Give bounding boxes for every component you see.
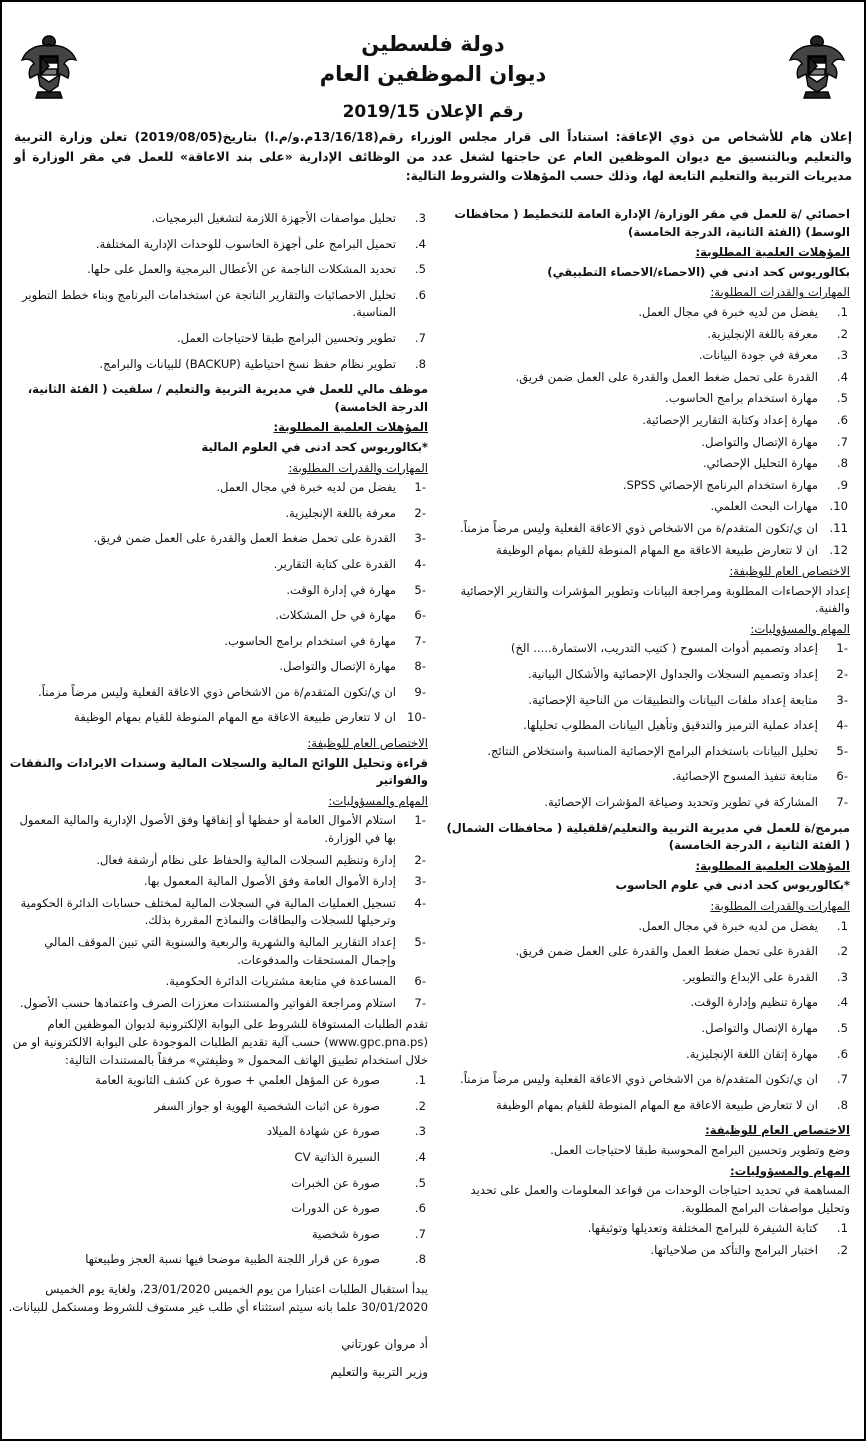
item-number: -1 bbox=[414, 480, 426, 495]
item-number: -9 bbox=[414, 684, 426, 699]
item-text: المساعدة في متابعة مشتريات الدائرة الحكومية. bbox=[165, 974, 396, 989]
job1-tasks-label: المهام والمسؤوليات: bbox=[750, 621, 850, 636]
list-item bbox=[8, 287, 428, 322]
item-number: 8. bbox=[836, 1097, 848, 1112]
job3-title: موظف مالي للعمل في مديرية التربية والتعليم / سلفيت ( الفئة الثانية، الدرجة الخامسة) bbox=[27, 382, 428, 414]
list-item bbox=[8, 530, 428, 548]
item-text: تحليل مواصفات الأجهزة اللازمة لتشغيل البرمجيات. bbox=[151, 211, 396, 225]
list-item bbox=[442, 434, 850, 452]
list-item bbox=[442, 477, 850, 495]
item-number: 7. bbox=[414, 330, 426, 345]
item-number: -2 bbox=[414, 852, 426, 867]
list-item bbox=[8, 1200, 428, 1218]
item-text: إعداد عملية الترميز والتدقيق وتأهيل البيانات المطلوب تحليلها. bbox=[523, 718, 818, 733]
item-number: 7. bbox=[836, 1072, 848, 1087]
item-number: -4 bbox=[836, 718, 848, 733]
item-text: مهارة الإتصال والتواصل. bbox=[701, 434, 818, 449]
item-text: إدارة الأموال العامة وفق الأصول المالية المعمول بها. bbox=[143, 874, 396, 889]
job3-tasks-label: المهام والمسؤوليات: bbox=[328, 793, 428, 808]
list-item bbox=[8, 1175, 428, 1193]
item-number: -1 bbox=[836, 641, 848, 656]
item-number: -5 bbox=[836, 743, 848, 758]
item-text: مهارة التحليل الإحصائي. bbox=[702, 456, 818, 471]
list-item bbox=[8, 261, 428, 279]
item-text: مهارة في إدارة الوقت. bbox=[286, 582, 396, 597]
item-number: 3. bbox=[414, 1124, 426, 1139]
job1-qual-label: المؤهلات العلمية المطلوبة: bbox=[695, 245, 850, 260]
list-item bbox=[8, 556, 428, 574]
left-column bbox=[8, 210, 428, 1381]
item-number: 1. bbox=[836, 304, 848, 319]
list-item bbox=[442, 768, 850, 786]
item-number: -4 bbox=[414, 556, 426, 571]
list-item bbox=[8, 973, 428, 991]
item-number: 2. bbox=[836, 326, 848, 341]
list-item bbox=[8, 934, 428, 969]
item-number: -5 bbox=[414, 935, 426, 949]
list-item bbox=[442, 1242, 850, 1260]
list-item bbox=[442, 743, 850, 761]
item-number: -3 bbox=[836, 692, 848, 707]
item-number: 3. bbox=[836, 969, 848, 984]
signatory-title: وزير التربية والتعليم bbox=[330, 1364, 428, 1379]
item-number: 5. bbox=[836, 1020, 848, 1035]
item-text: القدرة على كتابة التقارير. bbox=[273, 556, 396, 571]
item-number: -7 bbox=[836, 795, 848, 810]
item-number: 6. bbox=[414, 1201, 426, 1216]
item-text: ان ي/تكون المتقدم/ة من الاشخاص ذوي الاعاقة الفعلية وليس مرضاً مزمناً. bbox=[460, 1072, 818, 1087]
item-number: 12. bbox=[829, 542, 848, 557]
item-number: 4. bbox=[836, 995, 848, 1010]
list-item bbox=[8, 995, 428, 1013]
job2-tasks-intro: المساهمة في تحديد احتياجات الوحدات من قواعد المعلومات والعمل على تحديد وتحليل مواصفات البرامج المطلوبة. bbox=[470, 1183, 850, 1215]
item-text: اختبار البرامج والتأكد من صلاحياتها. bbox=[650, 1242, 818, 1257]
job1-general: إعداد الإحصاءات المطلوبة ومراجعة البيانات وتطوير المؤشرات والتقارير الإحصائية والفنية. bbox=[460, 583, 850, 616]
list-item bbox=[442, 1097, 850, 1115]
job1-tasks-list bbox=[442, 640, 850, 811]
item-text: ان لا تتعارض طبيعة الاعاقة مع المهام المنوطة للقيام بمهام الوظيفة bbox=[496, 542, 818, 557]
item-number: -3 bbox=[414, 531, 426, 546]
list-item bbox=[8, 1149, 428, 1167]
item-text: المشاركة في تطوير وتحديد وصياغة المؤشرات الإحصائية. bbox=[544, 795, 818, 810]
item-text: كتابة الشيفرة للبرامج المختلفة وتعديلها وتوثيقها. bbox=[587, 1221, 818, 1236]
list-item bbox=[442, 412, 850, 430]
item-number: -7 bbox=[414, 633, 426, 648]
job2-tasks-list-a bbox=[442, 1220, 850, 1259]
list-item bbox=[442, 717, 850, 735]
item-number: 7. bbox=[836, 434, 848, 449]
job3-general: قراءة وتحليل اللوائح المالية والسجلات المالية وسندات الايرادات والنفقات والفواتير bbox=[9, 755, 428, 788]
header-state: دولة فلسطين bbox=[361, 32, 505, 56]
job3-tasks-list bbox=[8, 812, 428, 1012]
item-text: ان ي/تكون المتقدم/ة من الاشخاص ذوي الاعاقة الفعلية وليس مرضاً مزمناً. bbox=[38, 684, 396, 699]
item-number: 9. bbox=[836, 477, 848, 492]
item-text: متابعة تنفيذ المسوح الإحصائية. bbox=[672, 769, 818, 784]
item-number: -6 bbox=[414, 974, 426, 989]
job2-general-label: الاختصاص العام للوظيفة: bbox=[705, 1123, 850, 1138]
item-number: 4. bbox=[414, 236, 426, 251]
item-number: -6 bbox=[414, 608, 426, 623]
item-number: -3 bbox=[414, 874, 426, 889]
item-number: -6 bbox=[836, 769, 848, 784]
signatory-name: أد مروان عورتاني bbox=[341, 1337, 428, 1352]
header-bureau: ديوان الموظفين العام bbox=[319, 62, 547, 86]
list-item bbox=[8, 210, 428, 228]
list-item bbox=[8, 505, 428, 523]
item-text: مهارة استخدام برامج الحاسوب. bbox=[665, 391, 818, 406]
item-text: صورة عن المؤهل العلمي + صورة عن كشف الثانوية العامة bbox=[95, 1073, 380, 1088]
item-number: 1. bbox=[836, 918, 848, 933]
item-text: يفضل من لديه خبرة في مجال العمل. bbox=[638, 304, 818, 319]
job3-qual: *بكالوريوس كحد ادنى في العلوم المالية bbox=[201, 439, 428, 454]
item-number: 6. bbox=[836, 412, 848, 427]
list-item bbox=[442, 542, 850, 560]
item-text: مهارة استخدام البرنامج الإحصائي SPSS. bbox=[622, 477, 818, 492]
list-item bbox=[8, 1123, 428, 1141]
list-item bbox=[442, 943, 850, 961]
list-item bbox=[8, 895, 428, 930]
list-item bbox=[8, 873, 428, 891]
item-text: مهارة في حل المشكلات. bbox=[275, 608, 396, 623]
item-number: 6. bbox=[414, 287, 426, 302]
item-text: ان لا تتعارض طبيعة الاعاقة مع المهام المنوطة للقيام بمهام الوظيفة bbox=[496, 1097, 818, 1112]
item-number: 3. bbox=[414, 211, 426, 225]
item-text: القدرة على تحمل ضغط العمل والقدرة على العمل ضمن فريق. bbox=[515, 944, 818, 959]
item-text: ان ي/تكون المتقدم/ة من الاشخاص ذوي الاعاقة الفعلية وليس مرضاً مزمناً. bbox=[460, 520, 818, 535]
item-number: 5. bbox=[414, 262, 426, 277]
item-number: -2 bbox=[414, 505, 426, 520]
job1-qual: بكالوريوس كحد ادنى في (الاحصاء/الاحصاء التطبيقي) bbox=[547, 264, 850, 279]
job2-general: وضع وتطوير وتحسين البرامج المحوسبة طبقا لاحتياجات العمل. bbox=[550, 1142, 850, 1157]
list-item bbox=[442, 1020, 850, 1038]
item-text: مهارات البحث العلمي. bbox=[710, 499, 818, 514]
item-number: 2. bbox=[836, 1242, 848, 1257]
item-text: القدرة على الإبداع والتطوير. bbox=[682, 969, 818, 984]
job3-general-label: الاختصاص العام للوظيفة: bbox=[307, 736, 428, 751]
item-text: يفضل من لديه خبرة في مجال العمل. bbox=[216, 480, 396, 495]
announcement-number: رقم الإعلان 2019/15 bbox=[342, 102, 524, 122]
item-text: تسجيل العمليات المالية في السجلات المالية لمختلف حسابات الدائرة الحكومية وترحيلها للسجلات والبطاقات والنماذج المقررة بذلك. bbox=[20, 895, 396, 928]
item-text: معرفة في جودة البيانات. bbox=[698, 348, 818, 363]
list-item bbox=[442, 304, 850, 322]
item-number: 2. bbox=[836, 944, 848, 959]
item-text: مهارة الإتصال والتواصل. bbox=[279, 659, 396, 674]
list-item bbox=[442, 326, 850, 344]
list-item bbox=[442, 918, 850, 936]
item-text: إعداد التقارير المالية والشهرية والربعية والسنوية التي تبين الموقف المالي وإجمال المستحقات والمدفوعات. bbox=[44, 935, 396, 967]
job1-general-label: الاختصاص العام للوظيفة: bbox=[729, 564, 850, 579]
list-item bbox=[442, 794, 850, 812]
job3-skills-list bbox=[8, 479, 428, 727]
item-number: 4. bbox=[414, 1149, 426, 1164]
job1-skills-label: المهارات والقدرات المطلوبة: bbox=[710, 285, 850, 300]
item-number: 5. bbox=[414, 1175, 426, 1190]
list-item bbox=[8, 582, 428, 600]
list-item bbox=[442, 347, 850, 365]
item-text: صورة عن الدورات bbox=[291, 1201, 380, 1216]
list-item bbox=[8, 356, 428, 374]
item-text: استلام ومراجعة الفواتير والمستندات معززات الصرف واعتمادها حسب الأصول. bbox=[19, 995, 396, 1010]
list-item bbox=[8, 1098, 428, 1116]
item-text: تحميل البرامج على أجهزة الحاسوب للوحدات الإدارية المختلفة. bbox=[95, 236, 396, 251]
application-text: تقدم الطلبات المستوفاة للشروط على البوابة الإلكترونية لديوان الموظفين العام (www.gpc.pna.ps) حسب آلية تقديم الطلبات الموجودة على البوابة الالكترونية او من خلال استخدام تطبيق الهاتف المحمول « وظيفتي» مرفقاً بالمستندات التالية: bbox=[12, 1017, 428, 1067]
job2-tasks-label: المهام والمسؤوليات: bbox=[730, 1163, 850, 1178]
item-number: 7. bbox=[414, 1226, 426, 1241]
list-item bbox=[8, 1226, 428, 1244]
list-item bbox=[442, 390, 850, 408]
list-item bbox=[8, 479, 428, 497]
item-text: مهارة في استخدام برامج الحاسوب. bbox=[224, 633, 396, 648]
list-item bbox=[8, 658, 428, 676]
item-number: 2. bbox=[414, 1098, 426, 1113]
item-number: -1 bbox=[414, 813, 426, 828]
list-item bbox=[8, 684, 428, 702]
item-number: 3. bbox=[836, 348, 848, 363]
list-item bbox=[8, 1072, 428, 1090]
item-number: 11. bbox=[829, 520, 848, 535]
item-text: صورة عن شهادة الميلاد bbox=[266, 1124, 380, 1139]
list-item bbox=[8, 709, 428, 727]
job2-qual: *بكالوريوس كحد ادنى في علوم الحاسوب bbox=[615, 878, 850, 893]
list-item bbox=[8, 633, 428, 651]
list-item bbox=[442, 1046, 850, 1064]
item-text: متابعة إعداد ملفات البيانات والتطبيقات من الناحية الإحصائية. bbox=[528, 692, 818, 707]
item-text: تحليل البيانات باستخدام البرامج الإحصائية المناسبة واستخلاص النتائج. bbox=[487, 743, 818, 758]
item-text: معرفة باللغة الإنجليزية. bbox=[285, 505, 396, 520]
item-number: 10. bbox=[829, 499, 848, 514]
item-text: مهارة الإتصال والتواصل. bbox=[701, 1020, 818, 1035]
job3-qual-label: المؤهلات العلمية المطلوبة: bbox=[273, 420, 428, 435]
job2-tasks-list-b bbox=[8, 210, 428, 373]
item-number: 4. bbox=[836, 369, 848, 384]
item-text: معرفة باللغة الإنجليزية. bbox=[707, 326, 818, 341]
item-number: -4 bbox=[414, 895, 426, 910]
item-text: مهارة إتقان اللغة الإنجليزية. bbox=[686, 1046, 818, 1061]
list-item bbox=[442, 994, 850, 1012]
item-number: 8. bbox=[414, 356, 426, 371]
item-number: 8. bbox=[414, 1252, 426, 1267]
list-item bbox=[8, 812, 428, 847]
item-text: استلام الأموال العامة أو حفظها أو إنفاقها وفق الأصول الإدارية والمالية المعمول بها في الوزارة. bbox=[19, 813, 396, 846]
list-item bbox=[442, 1220, 850, 1238]
job2-qual-label: المؤهلات العلمية المطلوبة: bbox=[695, 858, 850, 873]
job1-title: احصائي /ة للعمل في مقر الوزارة/ الإدارة العامة للتخطيط ( محافظات الوسط) (الفئة الثانية، الدرجة الخامسة) bbox=[454, 207, 850, 239]
item-text: تطوير نظام حفظ نسخ احتياطية (BACKUP) للبيانات والبرامج. bbox=[99, 356, 396, 371]
list-item bbox=[8, 852, 428, 870]
list-item bbox=[442, 369, 850, 387]
item-number: -2 bbox=[836, 667, 848, 682]
item-text: تطوير وتحسين البرامج طبقا لاحتياجات العمل. bbox=[177, 330, 396, 345]
item-number: 1. bbox=[836, 1221, 848, 1236]
item-number: 8. bbox=[836, 456, 848, 471]
list-item bbox=[442, 455, 850, 473]
job2-title: مبرمج/ة للعمل في مديرية التربية والتعليم/قلقيلية ( محافظات الشمال) ( الفئة الثانية ، الدرجة الخامسة) bbox=[446, 820, 850, 853]
list-item bbox=[442, 640, 850, 658]
item-text: صورة عن الخبرات bbox=[291, 1175, 380, 1190]
item-number: -10 bbox=[407, 710, 426, 725]
item-text: صورة عن قرار اللجنة الطبية موضحا فيها نسبة العجز وطبيعتها bbox=[85, 1252, 380, 1267]
item-text: إدارة وتنظيم السجلات المالية والحفاظ على نظام أرشفة فعال. bbox=[96, 852, 396, 867]
item-number: -7 bbox=[414, 995, 426, 1010]
job2-skills-list bbox=[442, 918, 850, 1115]
list-item bbox=[442, 1071, 850, 1089]
item-text: ان لا تتعارض طبيعة الاعاقة مع المهام المنوطة للقيام بمهام الوظيفة bbox=[74, 710, 396, 725]
item-text: تحليل الاحصائيات والتقارير الناتجة عن استخدامات البرنامج وبناء خطط التطوير المناسبة. bbox=[21, 287, 396, 320]
item-text: إعداد وتصميم أدوات المسوح ( كتيب التدريب، الاستمارة..... الخ) bbox=[510, 641, 818, 656]
intro-paragraph: إعلان هام للأشخاص من ذوي الإعاقة: استناداً الى قرار مجلس الوزراء رقم(13/16/18م.و/م.ا) بتاريخ(2019/08/05) تعلن وزارة التربية والتعليم وبالتنسيق مع ديوان الموظفين العام عن حاجتها لشغل عدد من الوظائف الإدارية «على بند الاعاقة» للعمل في مقر الوزارة أو مديريات التربية والتعليم التابعة لها، وذلك حسب المؤهلات والشروط التالية: bbox=[14, 130, 852, 183]
list-item bbox=[8, 1251, 428, 1269]
item-text: السيرة الذاتية CV bbox=[294, 1149, 380, 1164]
required-documents-list bbox=[8, 1072, 428, 1269]
list-item bbox=[442, 666, 850, 684]
item-text: صورة شخصية bbox=[311, 1226, 380, 1241]
item-text: إعداد وتصميم السجلات والجداول الإحصائية والأشكال البيانية. bbox=[527, 667, 818, 682]
item-number: -5 bbox=[414, 582, 426, 597]
list-item bbox=[8, 236, 428, 254]
item-text: القدرة على تحمل ضغط العمل والقدرة على العمل ضمن فريق. bbox=[515, 369, 818, 384]
item-text: تحديد المشكلات الناجمة عن الأعطال البرمجية والعمل على حلها. bbox=[87, 262, 396, 277]
job1-skills-list bbox=[442, 304, 850, 559]
item-number: 5. bbox=[836, 391, 848, 406]
item-text: مهارة إعداد وكتابة التقارير الإحصائية. bbox=[642, 412, 818, 427]
item-text: مهارة تنظيم وإدارة الوقت. bbox=[690, 995, 818, 1010]
list-item bbox=[8, 607, 428, 625]
item-text: القدرة على تحمل ضغط العمل والقدرة على العمل ضمن فريق. bbox=[93, 531, 396, 546]
list-item bbox=[442, 969, 850, 987]
list-item bbox=[442, 498, 850, 516]
item-text: صورة عن اثبات الشخصية الهوية او جواز السفر bbox=[154, 1098, 380, 1113]
right-column bbox=[442, 206, 850, 1264]
item-number: -8 bbox=[414, 659, 426, 674]
list-item bbox=[442, 692, 850, 710]
application-dates: يبدأ استقبال الطلبات اعتبارا من يوم الخميس 23/01/2020، ولغاية يوم الخميس 30/01/2020 علما بانه سيتم استثناء أي طلب غير مستوف للشروط ومستكمل للبيانات. bbox=[8, 1281, 428, 1314]
item-text: يفضل من لديه خبرة في مجال العمل. bbox=[638, 918, 818, 933]
item-number: 1. bbox=[414, 1073, 426, 1088]
list-item bbox=[8, 330, 428, 348]
job2-skills-label: المهارات والقدرات المطلوبة: bbox=[710, 899, 850, 913]
item-number: 6. bbox=[836, 1046, 848, 1061]
list-item bbox=[442, 520, 850, 538]
job3-skills-label: المهارات والقدرات المطلوبة: bbox=[288, 460, 428, 475]
